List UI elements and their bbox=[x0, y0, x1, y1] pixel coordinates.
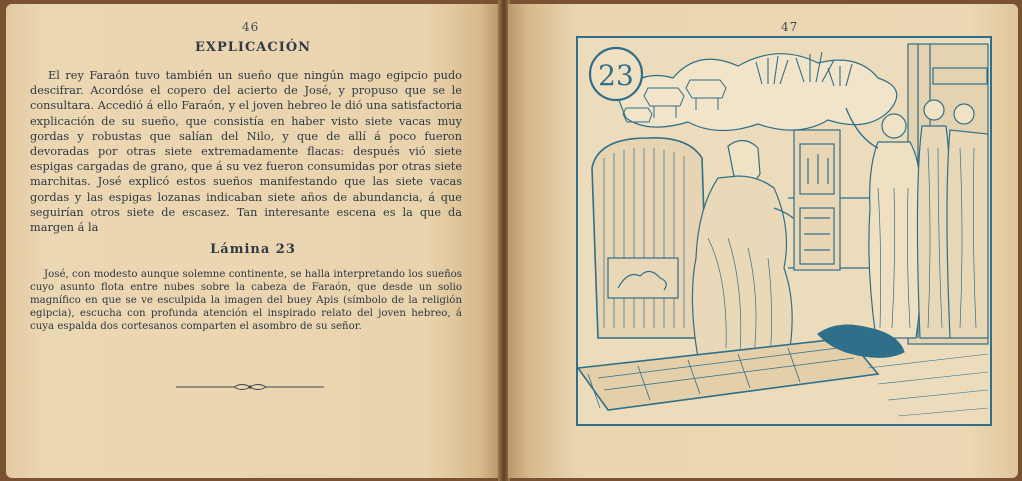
page-number-right: 47 bbox=[781, 20, 799, 34]
joseph-pharaoh-engraving bbox=[578, 38, 990, 424]
left-page bbox=[6, 4, 500, 478]
decorative-rule bbox=[176, 382, 324, 392]
plate-description: José, con modesto aunque solemne continente, se halla interpretando los sueños cuyo asunto flota entre nubes sobre la cabeza de Faraón, que desde un solio magnífico en que se ve esculpida la imagen del buey Apis (símbolo de la religión egipcia), escucha con profunda atención el inspirado relato del joven hebreo, á cuya espalda dos cortesanos comparten el asombro de su señor. bbox=[30, 269, 462, 332]
plate-title: Lámina 23 bbox=[210, 242, 296, 257]
plate-number: 23 bbox=[598, 59, 634, 92]
page-number-left: 46 bbox=[242, 20, 260, 34]
explanation-paragraph: El rey Faraón tuvo también un sueño que ningún mago egipcio pudo descifrar. Acordóse el copero del acierto de José, y propuso que se le consultara. Accedió á ello Faraón, y el joven hebreo le dió una satisfactoria explicación de su sueño, que consistía en haber visto siete vacas muy gordas y robustas que salían del Nilo, y que de allí á poco fueron devoradas por otras siete extremadamente flacas: después vió siete espigas cargadas de grano, que á su vez fueron consumidas por otras siete marchitas. José explicó estos sueños manifestando que las siete vacas gordas y las espigas lozanas indicaban siete años de abundancia, á que seguirían otros siete de escasez. Tan interesante escena es la que da margen á la bbox=[30, 69, 462, 235]
right-page bbox=[508, 4, 1018, 478]
page-heading: EXPLICACIÓN bbox=[194, 40, 312, 55]
plate-illustration bbox=[576, 36, 992, 426]
